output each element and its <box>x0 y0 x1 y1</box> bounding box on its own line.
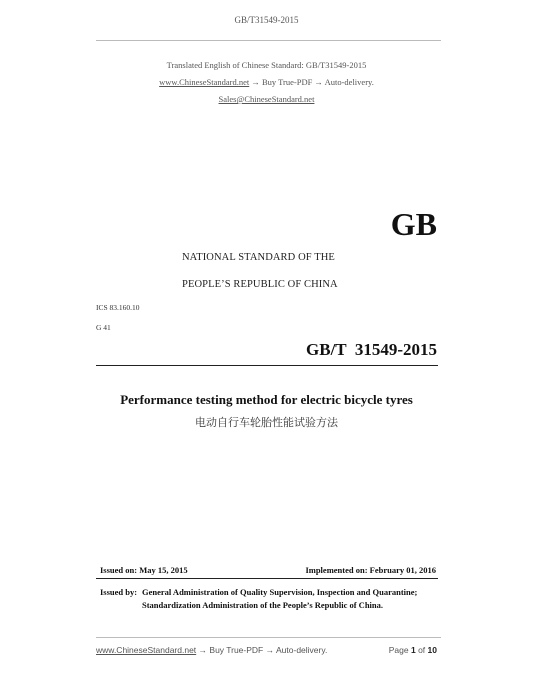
document-title-english: Performance testing method for electric bicycle tyres <box>120 392 413 407</box>
issued-by-spacer <box>100 599 142 612</box>
issuer-1: General Administration of Quality Supervision, Inspection and Quarantine; <box>142 587 418 597</box>
of-label: of <box>418 645 426 655</box>
translation-notice: Translated English of Chinese Standard: GB/T31549-2015 <box>166 60 367 70</box>
national-standard-heading-2: PEOPLE’S REPUBLIC OF CHINA <box>182 279 338 290</box>
page-indicator <box>389 645 437 655</box>
national-standard-heading-1: NATIONAL STANDARD OF THE <box>182 252 335 263</box>
email-line <box>0 94 533 104</box>
page-total: 10 <box>427 645 437 655</box>
running-header: GB/T31549-2015 <box>234 15 299 25</box>
footer-purchase-text: → Buy True-PDF → Auto-delivery. <box>196 645 328 655</box>
purchase-line <box>0 77 533 87</box>
purchase-text: → Buy True-PDF → Auto-delivery. <box>249 77 374 87</box>
issuer-2: Standardization Administration of the People’s Republic of China. <box>142 600 384 610</box>
ccs-code: G 41 <box>96 323 111 332</box>
ics-code: ICS 83.160.10 <box>96 303 140 312</box>
page-label: Page <box>388 645 409 655</box>
gb-logo: GB <box>390 206 437 242</box>
issued-by-block <box>100 586 440 612</box>
email-link[interactable]: Sales@ChineseStandard.net <box>218 94 315 104</box>
issued-by-label: Issued by: <box>100 587 138 597</box>
page-current: 1 <box>410 645 416 655</box>
issued-date: Issued on: May 15, 2015 <box>100 565 188 575</box>
implemented-date: Implemented on: February 01, 2016 <box>305 565 436 575</box>
footer-site-link[interactable]: www.ChineseStandard.net <box>96 645 197 655</box>
dates-divider <box>96 578 438 579</box>
title-divider <box>96 365 438 366</box>
standard-number: GB/T 31549-2015 <box>306 340 437 359</box>
site-link[interactable]: www.ChineseStandard.net <box>159 77 250 87</box>
footer-purchase-line <box>96 645 327 655</box>
footer-divider <box>96 637 441 638</box>
header-divider <box>96 40 441 41</box>
document-title-chinese: 电动自行车轮胎性能试验方法 <box>195 416 338 429</box>
